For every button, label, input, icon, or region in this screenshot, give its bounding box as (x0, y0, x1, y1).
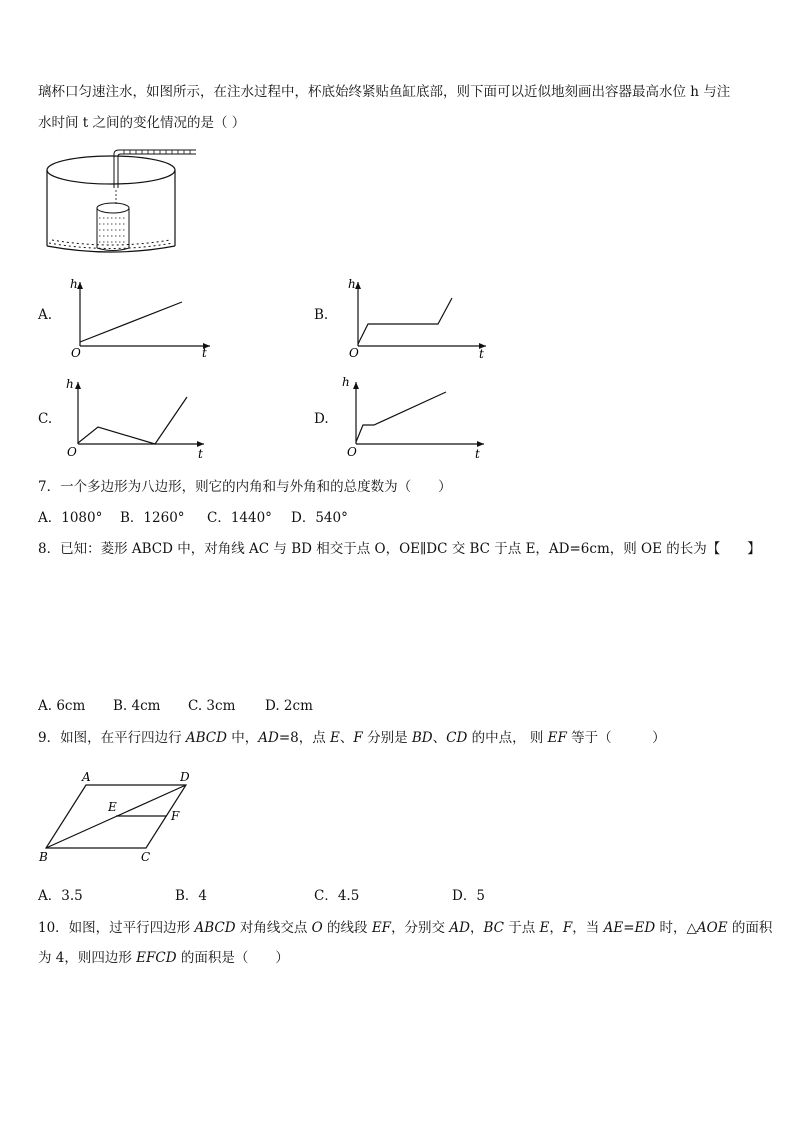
q6-stem-line2: 水时间 t 之间的变化情况的是（ ） (38, 115, 246, 131)
axis-origin-label: O (347, 445, 357, 459)
q7-option-d[interactable]: D．540° (291, 510, 348, 526)
q6-option-d-graph[interactable] (338, 376, 488, 461)
axis-h-label: h (342, 375, 350, 389)
q9-parallelogram-figure (36, 768, 216, 868)
q6-option-c-graph[interactable] (62, 376, 212, 461)
axis-origin-label: O (71, 346, 81, 360)
q10-stem-line2: 为 4，则四边形 EFCD 的面积是（ ） (38, 950, 289, 966)
graph-line (356, 392, 446, 442)
q9-option-a[interactable]: A．3.5 (38, 888, 83, 904)
q8-option-b[interactable]: B. 4cm (113, 698, 161, 714)
axis-h-label: h (70, 277, 78, 291)
q6-option-a-label[interactable]: A. (38, 307, 53, 323)
q8-option-a[interactable]: A. 6cm (38, 698, 86, 714)
fish-tank-figure (46, 146, 206, 256)
q9-option-c[interactable]: C．4.5 (314, 888, 360, 904)
vertex-a-label: A (82, 770, 91, 784)
graph-line (80, 302, 182, 342)
axis-t-label: t (475, 447, 480, 461)
q7-option-c[interactable]: C．1440° (207, 510, 272, 526)
q8-option-d[interactable]: D. 2cm (265, 698, 313, 714)
vertex-c-label: C (141, 850, 151, 864)
q9-option-d[interactable]: D．5 (452, 888, 485, 904)
q7-stem: 7．一个多边形为八边形，则它的内角和与外角和的总度数为（ ） (38, 479, 452, 495)
axis-t-label: t (198, 447, 203, 461)
q10-stem-line1: 10．如图，过平行四边形 ABCD 对角线交点 O 的线段 EF，分别交 AD，BC 于点 E，F，当 AE=ED 时，△AOE 的面积 (38, 920, 773, 936)
q8-stem: 8．已知：菱形 ABCD 中，对角线 AC 与 BD 相交于点 O，OE∥DC 交 BC 于点 E，AD=6cm，则 OE 的长为【 】 (38, 541, 761, 557)
vertex-b-label: B (39, 850, 48, 864)
q6-option-a-graph[interactable] (62, 276, 212, 361)
q6-option-c-label[interactable]: C. (38, 411, 53, 427)
axis-h-label: h (66, 377, 74, 391)
vertex-d-label: D (180, 770, 190, 784)
axis-h-label: h (348, 277, 356, 291)
q7-option-b[interactable]: B．1260° (120, 510, 185, 526)
graph-line (358, 298, 452, 344)
q6-stem-line1: 璃杯口匀速注水，如图所示，在注水过程中，杯底始终紧贴鱼缸底部，则下面可以近似地刻画出容器最高水位 h 与注 (38, 84, 731, 100)
q6-option-b-label[interactable]: B. (314, 307, 329, 323)
point-f-label: F (171, 809, 180, 823)
point-e-label: E (108, 800, 117, 814)
q7-option-a[interactable]: A．1080° (38, 510, 103, 526)
axis-origin-label: O (67, 445, 77, 459)
axis-t-label: t (202, 346, 207, 360)
q6-option-b-graph[interactable] (340, 276, 490, 361)
q9-option-b[interactable]: B．4 (175, 888, 208, 904)
axis-t-label: t (479, 347, 484, 361)
q6-option-d-label[interactable]: D. (314, 411, 329, 427)
graph-line (78, 397, 187, 444)
q8-option-c[interactable]: C. 3cm (188, 698, 236, 714)
q9-stem: 9．如图，在平行四边行 ABCD 中，AD=8，点 E、F 分别是 BD、CD 的中点， 则 EF 等于（ ） (38, 730, 666, 746)
axis-origin-label: O (349, 346, 359, 360)
